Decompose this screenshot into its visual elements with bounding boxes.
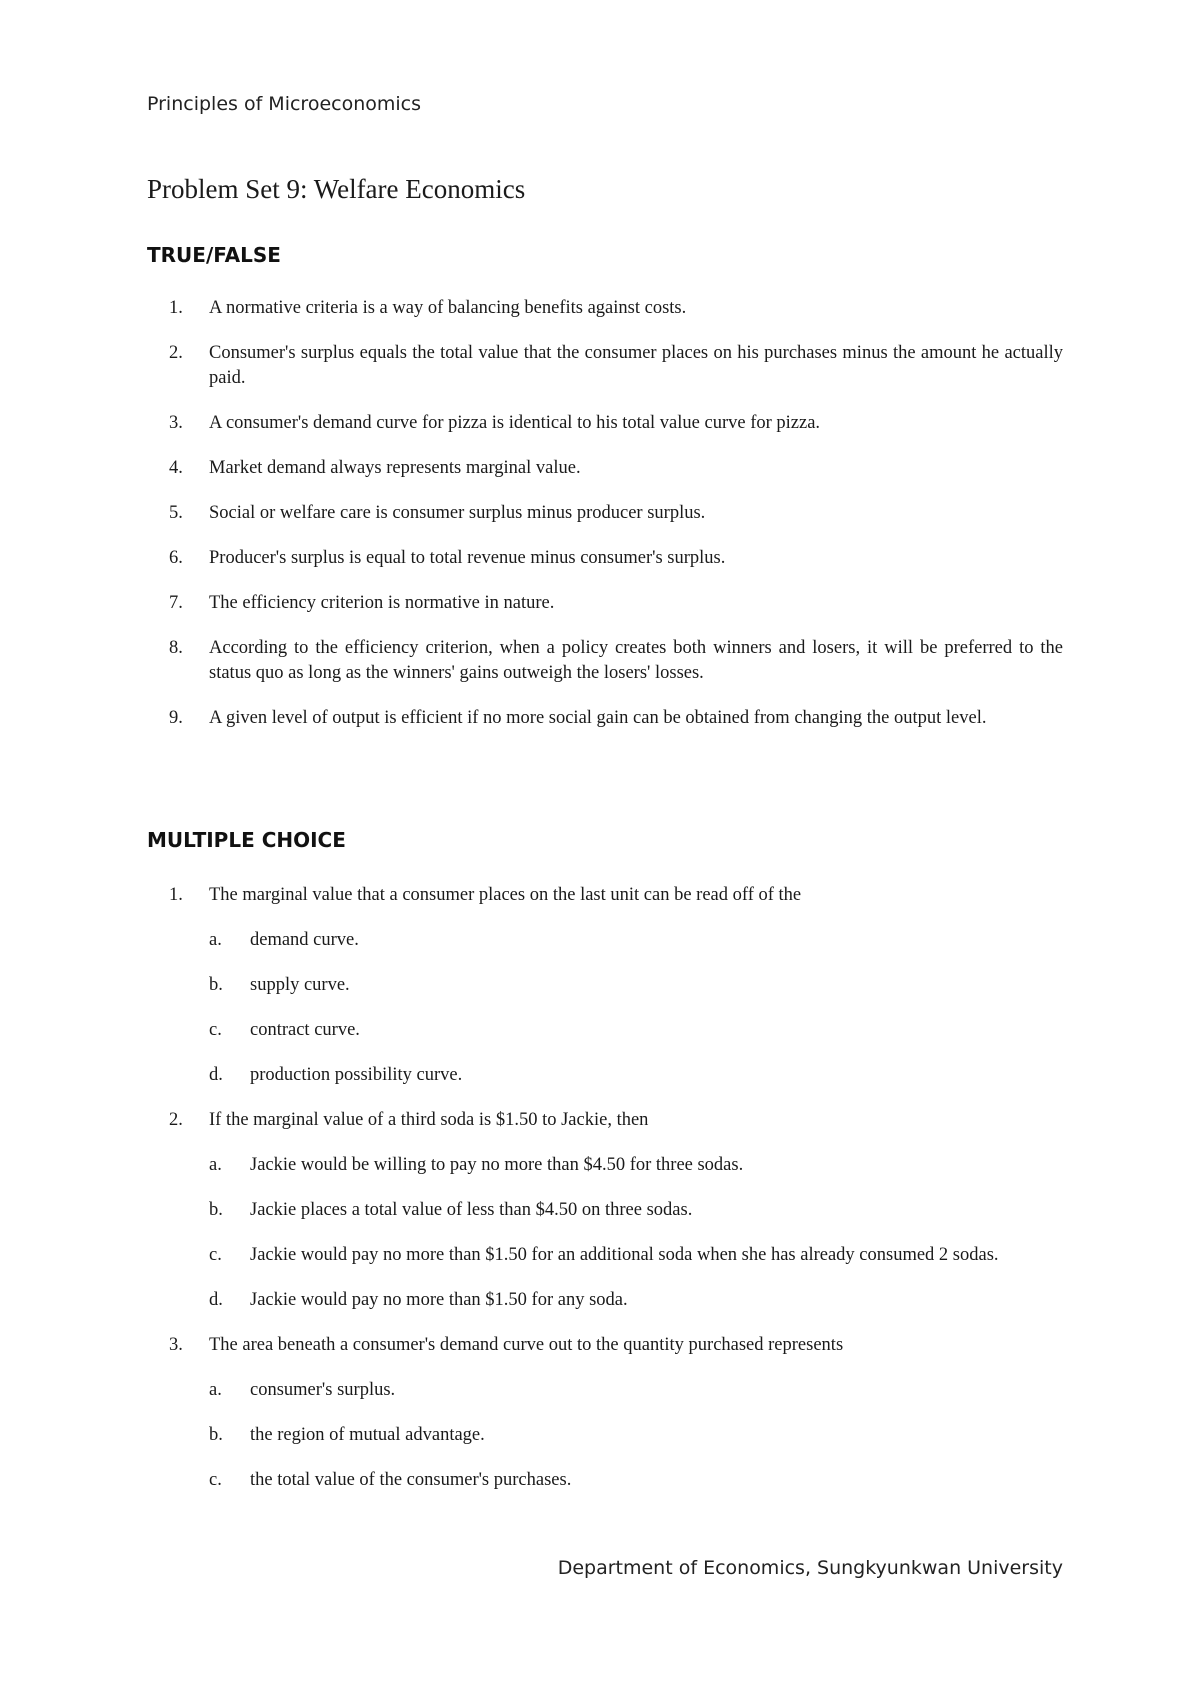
option-text: the region of mutual advantage.	[250, 1425, 485, 1445]
option-text: Jackie places a total value of less than $4.50 on three sodas.	[250, 1200, 693, 1220]
question-number: 6.	[169, 548, 183, 568]
course-header: Principles of Microeconomics	[147, 93, 421, 115]
option-letter: a.	[209, 930, 222, 950]
question-number: 1.	[169, 298, 183, 318]
tf-question	[147, 501, 1063, 526]
answer-option	[209, 1423, 1063, 1448]
question-number: 3.	[169, 1335, 183, 1355]
option-letter: b.	[209, 1200, 223, 1220]
answer-option	[209, 1153, 1063, 1178]
question-number: 8.	[169, 638, 183, 658]
tf-question	[147, 411, 1063, 436]
document-page	[147, 0, 1063, 1696]
answer-option	[209, 1288, 1063, 1313]
question-number: 2.	[169, 343, 183, 363]
answer-options	[209, 1378, 1063, 1493]
question-text: According to the efficiency criterion, when a policy creates both winners and losers, it will be preferred to the status quo as long as the winners' gains outweigh the losers' losses.	[209, 638, 1063, 683]
answer-option	[209, 1243, 1063, 1268]
question-number: 4.	[169, 458, 183, 478]
option-text: the total value of the consumer's purchases.	[250, 1470, 572, 1490]
question-text: The area beneath a consumer's demand curve out to the quantity purchased represents	[209, 1335, 844, 1355]
tf-question	[147, 591, 1063, 616]
option-text: consumer's surplus.	[250, 1380, 396, 1400]
page-footer: Department of Economics, Sungkyunkwan University	[557, 1557, 1063, 1579]
true-false-heading: TRUE/FALSE	[147, 243, 281, 267]
question-text: If the marginal value of a third soda is $1.50 to Jackie, then	[209, 1110, 649, 1130]
true-false-list	[147, 296, 1063, 751]
tf-question	[147, 546, 1063, 571]
option-letter: a.	[209, 1380, 222, 1400]
option-letter: a.	[209, 1155, 222, 1175]
answer-option	[209, 973, 1063, 998]
question-text: The efficiency criterion is normative in nature.	[209, 593, 555, 613]
answer-option	[209, 1468, 1063, 1493]
option-text: supply curve.	[250, 975, 350, 995]
question-number: 2.	[169, 1110, 183, 1130]
question-number: 1.	[169, 885, 183, 905]
tf-question	[147, 296, 1063, 321]
question-text: Consumer's surplus equals the total value that the consumer places on his purchases minus the amount he actually paid.	[209, 343, 1063, 388]
option-text: Jackie would pay no more than $1.50 for an additional soda when she has already consumed 2 sodas.	[250, 1245, 999, 1265]
question-number: 3.	[169, 413, 183, 433]
question-text: A consumer's demand curve for pizza is identical to his total value curve for pizza.	[209, 413, 821, 433]
question-text: A given level of output is efficient if no more social gain can be obtained from changing the output level.	[209, 708, 987, 728]
tf-question	[147, 456, 1063, 481]
mc-question	[147, 1108, 1063, 1313]
option-letter: d.	[209, 1065, 223, 1085]
mc-question	[147, 1333, 1063, 1493]
answer-option	[209, 1018, 1063, 1043]
question-number: 9.	[169, 708, 183, 728]
question-number: 7.	[169, 593, 183, 613]
option-text: Jackie would be willing to pay no more than $4.50 for three sodas.	[250, 1155, 744, 1175]
option-text: production possibility curve.	[250, 1065, 463, 1085]
answer-options	[209, 1153, 1063, 1313]
option-text: Jackie would pay no more than $1.50 for any soda.	[250, 1290, 628, 1310]
option-letter: b.	[209, 1425, 223, 1445]
mc-question	[147, 883, 1063, 1088]
tf-question	[147, 706, 1063, 731]
tf-question	[147, 636, 1063, 686]
multiple-choice-list	[147, 883, 1063, 1513]
question-text: A normative criteria is a way of balancing benefits against costs.	[209, 298, 687, 318]
option-text: demand curve.	[250, 930, 359, 950]
option-text: contract curve.	[250, 1020, 360, 1040]
question-text: Producer's surplus is equal to total revenue minus consumer's surplus.	[209, 548, 726, 568]
option-letter: c.	[209, 1020, 222, 1040]
multiple-choice-heading: MULTIPLE CHOICE	[147, 828, 346, 852]
answer-option	[209, 1198, 1063, 1223]
option-letter: c.	[209, 1470, 222, 1490]
question-number: 5.	[169, 503, 183, 523]
option-letter: d.	[209, 1290, 223, 1310]
answer-option	[209, 1063, 1063, 1088]
page-title: Problem Set 9: Welfare Economics	[147, 174, 526, 204]
question-text: Social or welfare care is consumer surplus minus producer surplus.	[209, 503, 706, 523]
option-letter: b.	[209, 975, 223, 995]
answer-option	[209, 1378, 1063, 1403]
question-text: Market demand always represents marginal value.	[209, 458, 581, 478]
answer-options	[209, 928, 1063, 1088]
answer-option	[209, 928, 1063, 953]
tf-question	[147, 341, 1063, 391]
option-letter: c.	[209, 1245, 222, 1265]
question-text: The marginal value that a consumer places on the last unit can be read off of the	[209, 885, 802, 905]
